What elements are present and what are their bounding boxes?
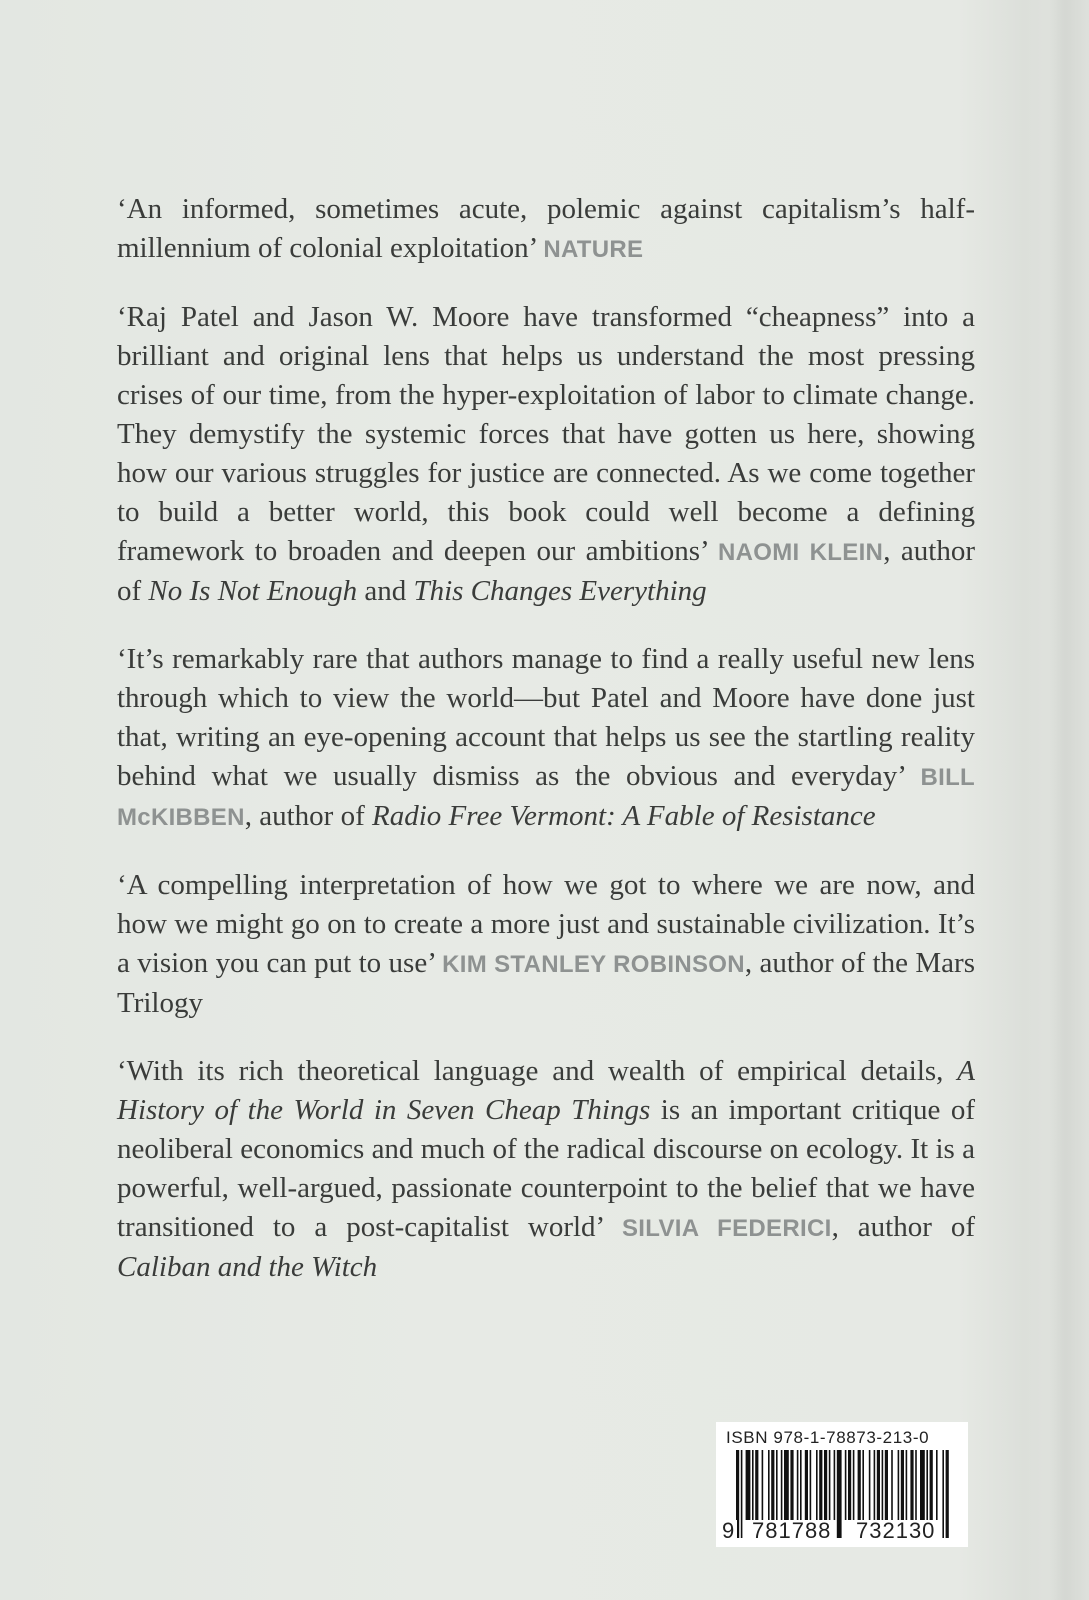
blurb-kim-stanley-robinson — [117, 866, 975, 1023]
blurb-attribution: NAOMI KLEIN — [718, 539, 884, 566]
blurb-bill-mckibben — [117, 640, 975, 837]
blurb-text: is an important critique of neoliberal economics and much of the radical discourse on ecology. It is a powerful, well-argued, passionate counterpoint to the belief that we have transitioned to a post-capitalist world’ — [117, 1094, 975, 1243]
blurb-text: , author of — [244, 800, 372, 832]
blurb-list — [117, 190, 975, 1316]
barcode-digits-left: 781788 — [752, 1518, 832, 1543]
isbn-label: ISBN 978-1-78873-213-0 — [726, 1428, 930, 1447]
barcode-digits — [716, 1422, 968, 1547]
book-title: A History of the World in Seven Cheap Things — [117, 1055, 975, 1126]
blurb-attribution: BILL McKIBBEN — [117, 764, 975, 831]
blurb-silvia-federici — [117, 1052, 975, 1287]
blurb-text: and — [357, 575, 414, 607]
blurb-attribution: SILVIA FEDERICI — [622, 1215, 832, 1242]
isbn-barcode — [716, 1422, 968, 1547]
book-title: No Is Not Enough — [148, 575, 358, 607]
blurb-naomi-klein — [117, 298, 975, 611]
blurb-text: , author of — [831, 1211, 975, 1243]
blurb-attribution: KIM STANLEY ROBINSON — [442, 951, 745, 978]
blurb-text: ‘With its rich theoretical language and wealth of empirical details, — [117, 1055, 958, 1087]
cover-edge-shadow — [1049, 0, 1089, 1600]
blurb-text: ‘It’s remarkably rare that authors manage to find a really useful new lens through which to view the world—but Patel and Moore have done just that, writing an eye-opening account that helps us see the startling reality behind what we usually dismiss as the obvious and everyday’ — [117, 643, 975, 792]
book-title: Radio Free Vermont: A Fable of Resistance — [372, 800, 876, 832]
barcode-digit-first: 9 — [722, 1518, 736, 1543]
blurb-text: , author of the Mars Trilogy — [117, 947, 975, 1019]
blurb-attribution: NATURE — [543, 236, 644, 263]
blurb-text: , author of — [117, 535, 975, 607]
blurb-text: ‘Raj Patel and Jason W. Moore have transformed “cheapness” into a brilliant and original lens that helps us understand the most pressing crises of our time, from the hyper-exploitation of labor to climate change. They demystify the systemic forces that have gotten us here, showing how our various struggles for justice are connected. As we come together to build a better world, this book could well become a defining framework to broaden and deepen our ambitions’ — [117, 301, 975, 567]
barcode-digits-right: 732130 — [856, 1518, 936, 1543]
book-title: Caliban and the Witch — [117, 1251, 378, 1283]
blurb-text: ‘A compelling interpretation of how we got to where we are now, and how we might go on to create a more just and sustainable civilization. It’s a vision you can put to use’ — [117, 869, 975, 979]
blurb-text: ‘An informed, sometimes acute, polemic against capitalism’s half-millennium of colonial exploitation’ — [117, 193, 975, 264]
book-title: This Changes Everything — [413, 575, 707, 607]
blurb-nature — [117, 190, 975, 269]
